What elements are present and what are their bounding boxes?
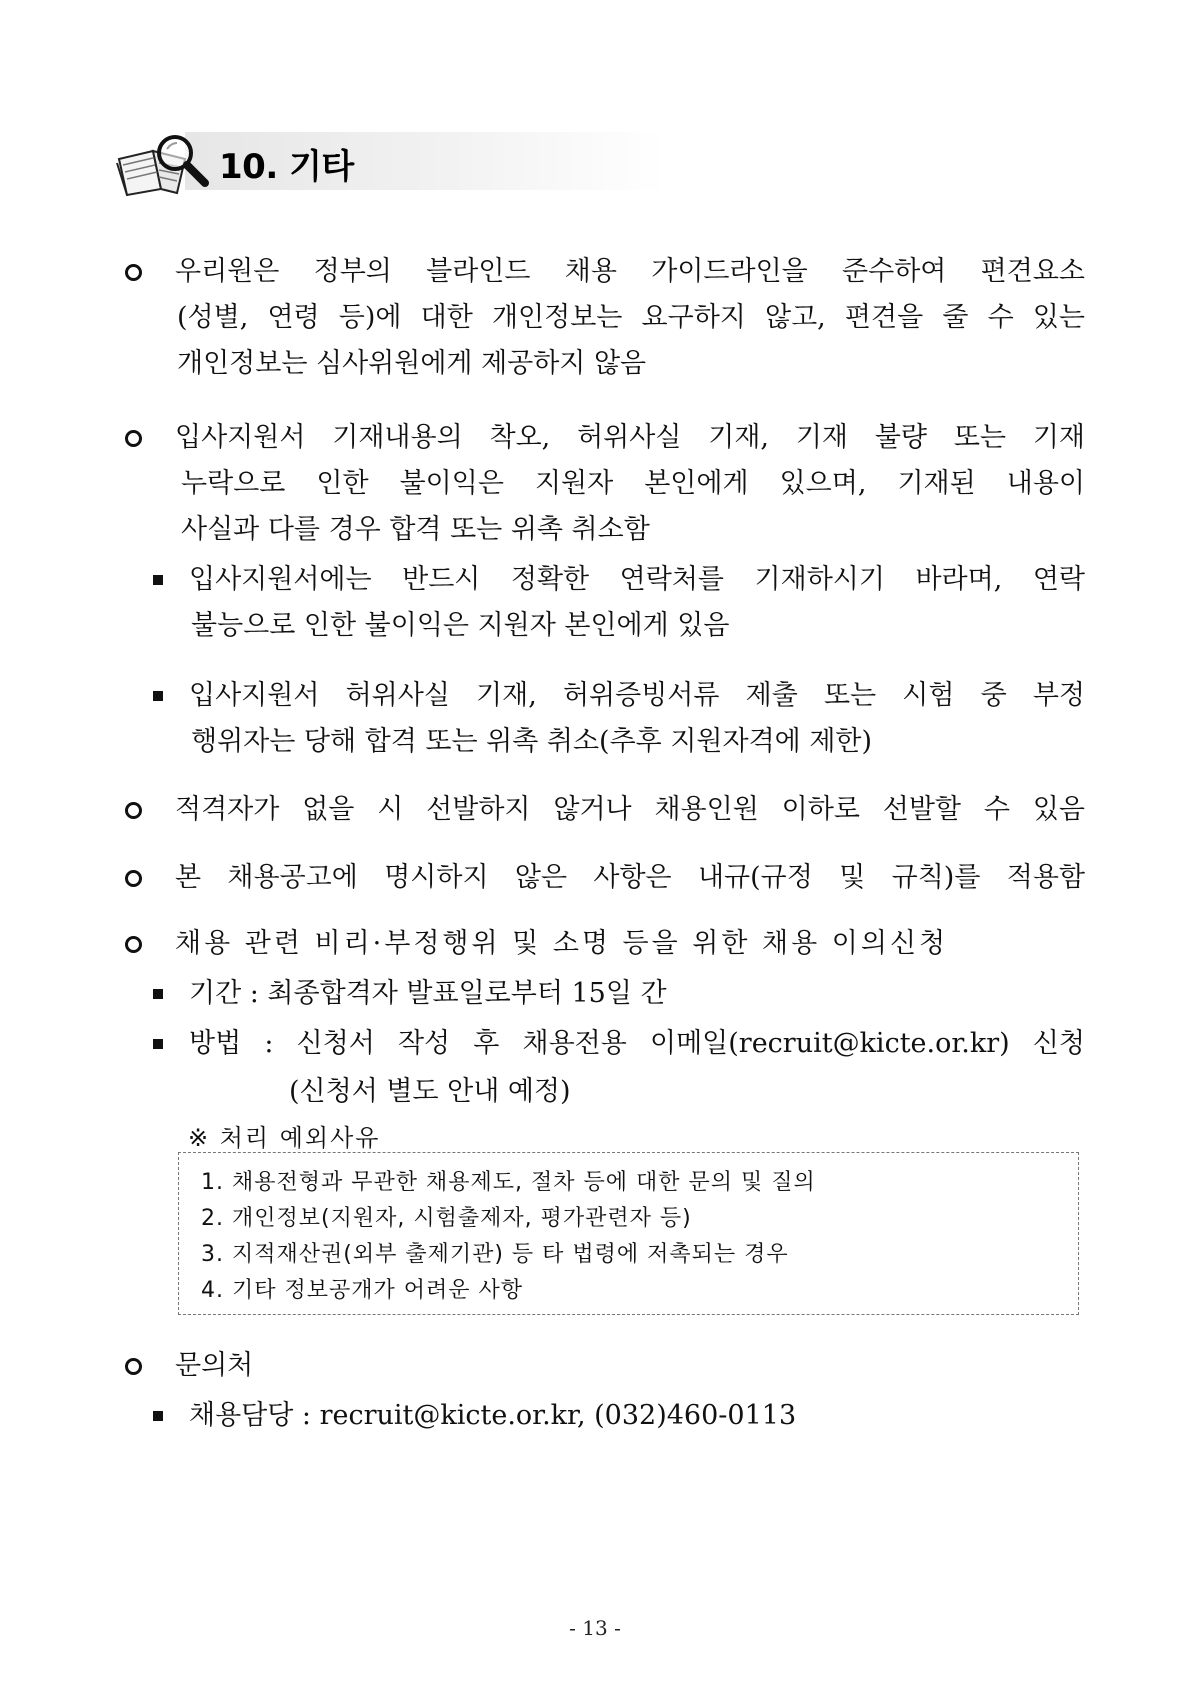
item-text-line: 입사지원서 허위사실 기재, 허위증빙서류 제출 또는 시험 중 부정 (189, 680, 1085, 711)
section-header (115, 128, 665, 198)
circle-bullet-icon (125, 870, 142, 887)
square-bullet-icon (153, 1411, 163, 1421)
item-text-line: 방법 : 신청서 작성 후 채용전용 이메일(recruit@kicte.or.kr) 신청 (189, 1028, 1085, 1059)
exception-item: 4. 기타 정보공개가 어려운 사항 (201, 1278, 523, 1303)
section-title: 10. 기타 (219, 146, 354, 187)
square-bullet-icon (153, 691, 163, 701)
item-text-line: (성별, 연령 등)에 대한 개인정보는 요구하지 않고, 편견을 줄 수 있는 (177, 302, 1085, 333)
circle-bullet-icon (125, 936, 142, 953)
item-text-line: 불능으로 인한 불이익은 지원자 본인에게 있음 (191, 610, 730, 641)
square-bullet-icon (153, 1039, 163, 1049)
contact-info: 채용담당 : recruit@kicte.or.kr, (032)460-0113 (189, 1400, 797, 1431)
item-text-line: 사실과 다를 경우 합격 또는 위촉 취소함 (181, 514, 650, 545)
item-text-line: 문의처 (175, 1350, 254, 1381)
item-text-line: 개인정보는 심사위원에게 제공하지 않음 (177, 348, 647, 379)
exception-item: 3. 지적재산권(외부 출제기관) 등 타 법령에 저촉되는 경우 (201, 1242, 789, 1267)
item-text-line: 입사지원서 기재내용의 착오, 허위사실 기재, 기재 불량 또는 기재 (175, 422, 1085, 453)
circle-bullet-icon (125, 430, 142, 447)
exceptions-title: ※ 처리 예외사유 (188, 1124, 381, 1152)
item-text-line: 채용 관련 비리·부정행위 및 소명 등을 위한 채용 이의신청 (175, 928, 949, 959)
item-text-line: (신청서 별도 안내 예정) (289, 1076, 571, 1107)
book-magnifier-icon (115, 129, 215, 197)
exception-item: 1. 채용전형과 무관한 채용제도, 절차 등에 대한 문의 및 질의 (201, 1170, 816, 1195)
item-text-line: 우리원은 정부의 블라인드 채용 가이드라인을 준수하여 편견요소 (175, 256, 1085, 287)
square-bullet-icon (153, 989, 163, 999)
square-bullet-icon (153, 575, 163, 585)
item-text-line: 누락으로 인한 불이익은 지원자 본인에게 있으며, 기재된 내용이 (181, 468, 1085, 499)
item-text-line: 기간 : 최종합격자 발표일로부터 15일 간 (189, 978, 667, 1009)
circle-bullet-icon (125, 264, 142, 281)
item-text-line: 입사지원서에는 반드시 정확한 연락처를 기재하시기 바라며, 연락 (189, 564, 1085, 595)
item-text-line: 본 채용공고에 명시하지 않은 사항은 내규(규정 및 규칙)를 적용함 (175, 862, 1085, 893)
circle-bullet-icon (125, 1358, 142, 1375)
page-number: - 13 - (569, 1616, 621, 1640)
item-text-line: 적격자가 없을 시 선발하지 않거나 채용인원 이하로 선발할 수 있음 (175, 794, 1085, 825)
circle-bullet-icon (125, 802, 142, 819)
item-text-line: 행위자는 당해 합격 또는 위촉 취소(추후 지원자격에 제한) (191, 726, 873, 757)
exceptions-box (178, 1152, 1079, 1315)
exception-item: 2. 개인정보(지원자, 시험출제자, 평가관련자 등) (201, 1206, 692, 1231)
